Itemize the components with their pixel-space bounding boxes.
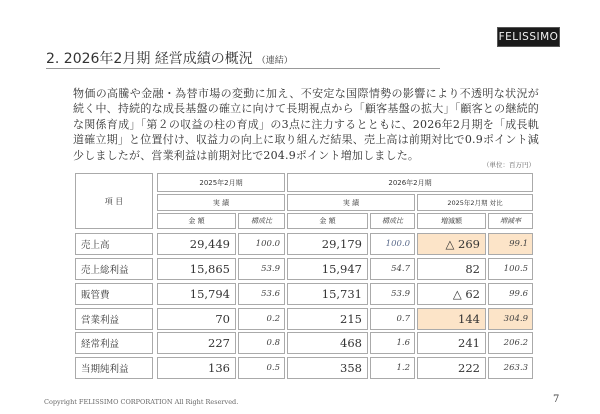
cell-change-rate: 100.5 <box>488 258 533 280</box>
row-label-operating-profit: 営業利益 <box>75 308 153 330</box>
cell-ratio-2026: 1.2 <box>370 357 415 379</box>
cell-amount-2025: 29,449 <box>157 233 236 255</box>
cell-change-amount: 222 <box>417 357 486 379</box>
cell-amount-2026: 215 <box>287 308 368 330</box>
cell-amount-2025: 136 <box>157 357 236 379</box>
header-change-amount: 増減額 <box>417 213 486 229</box>
header-item: 項 目 <box>75 173 153 229</box>
cell-change-amount: 82 <box>417 258 486 280</box>
header-amount-2025: 金 額 <box>157 213 236 229</box>
cell-change-amount: △ 269 <box>417 233 486 255</box>
cell-ratio-2026: 53.9 <box>370 283 415 305</box>
header-ratio-2026: 構成比 <box>370 213 415 229</box>
cell-ratio-2025: 0.5 <box>238 357 285 379</box>
header-actual-2025: 実 績 <box>157 194 285 211</box>
cell-amount-2025: 15,865 <box>157 258 236 280</box>
row-label-net-income: 当期純利益 <box>75 357 153 379</box>
cell-ratio-2026: 100.0 <box>370 233 415 255</box>
cell-amount-2026: 15,731 <box>287 283 368 305</box>
row-label-gross-profit: 売上総利益 <box>75 258 153 280</box>
cell-ratio-2026: 54.7 <box>370 258 415 280</box>
cell-amount-2026: 15,947 <box>287 258 368 280</box>
page-number: 7 <box>553 394 560 405</box>
cell-change-amount: △ 62 <box>417 283 486 305</box>
cell-ratio-2025: 53.9 <box>238 258 285 280</box>
header-amount-2026: 金 額 <box>287 213 368 229</box>
page-title <box>46 48 293 68</box>
copyright-footer: Copyright FELISSIMO CORPORATION All Right Reserved. <box>44 398 239 406</box>
header-change-rate: 増減率 <box>488 213 533 229</box>
cell-change-rate: 99.6 <box>488 283 533 305</box>
cell-amount-2025: 70 <box>157 308 236 330</box>
row-label-sga: 販管費 <box>75 283 153 305</box>
row-label-net-sales: 売上高 <box>75 233 153 255</box>
felissimo-logo: FELISSIMO <box>497 27 560 47</box>
cell-ratio-2025: 100.0 <box>238 233 285 255</box>
cell-change-rate: 206.2 <box>488 332 533 354</box>
cell-change-rate: 263.3 <box>488 357 533 379</box>
cell-amount-2026: 358 <box>287 357 368 379</box>
header-ratio-2025: 構成比 <box>238 213 285 229</box>
cell-ratio-2025: 0.8 <box>238 332 285 354</box>
summary-paragraph: 物価の高騰や金融・為替市場の変動に加え、不安定な国際情勢の影響により不透明な状況が続く中、持続的な成長基盤の確立に向けて長期視点から「顧客基盤の拡大」「顧客との継続的な関係育成」「第２の収益の柱の育成」の3点に注力するとともに、2026年2月期を「成長軌道確立期」と位置付け、収益力の向上に取り組んだ結果、売上高は前期対比で0.9ポイント減少しましたが、営業利益は前期対比で204.9ポイント増加しました。 <box>73 87 539 162</box>
cell-ratio-2026: 1.6 <box>370 332 415 354</box>
cell-ratio-2025: 53.6 <box>238 283 285 305</box>
unit-label: （単位：百万円） <box>483 161 535 169</box>
title-subtitle: （連結） <box>256 56 293 66</box>
header-actual-2026: 実 績 <box>287 194 415 211</box>
header-fy2026: 2026年2月期 <box>287 173 533 192</box>
cell-amount-2025: 15,794 <box>157 283 236 305</box>
cell-change-rate: 304.9 <box>488 308 533 330</box>
cell-amount-2026: 468 <box>287 332 368 354</box>
header-fy2025: 2025年2月期 <box>157 173 285 192</box>
cell-ratio-2026: 0.7 <box>370 308 415 330</box>
cell-change-amount: 241 <box>417 332 486 354</box>
cell-amount-2025: 227 <box>157 332 236 354</box>
row-label-ordinary-profit: 経常利益 <box>75 332 153 354</box>
title-underline <box>46 68 440 69</box>
cell-change-rate: 99.1 <box>488 233 533 255</box>
title-text: 2. 2026年2月期 経営成績の概況 <box>46 51 253 67</box>
cell-amount-2026: 29,179 <box>287 233 368 255</box>
cell-change-amount: 144 <box>417 308 486 330</box>
cell-ratio-2025: 0.2 <box>238 308 285 330</box>
header-compare: 2025年2月期 対比 <box>417 194 533 211</box>
